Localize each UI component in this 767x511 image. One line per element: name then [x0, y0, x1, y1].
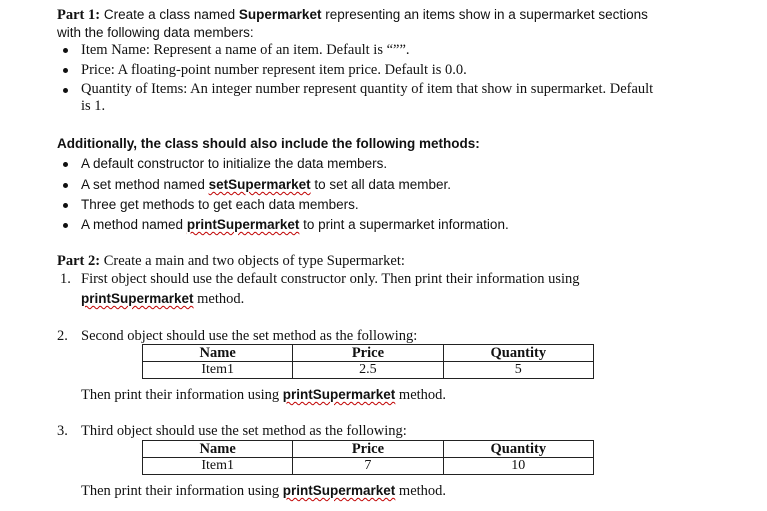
list-num: 2.	[57, 328, 68, 344]
bullet	[63, 88, 68, 93]
bullet	[63, 223, 68, 228]
then-print: Then print their information using printSupermarket method.	[81, 483, 447, 499]
class-name: Supermarket	[238, 7, 322, 22]
bullet	[63, 48, 68, 53]
part1-intro-line2: with the following data members:	[57, 25, 254, 40]
method-item: A default constructor to initialize the data members.	[81, 156, 388, 171]
table-row	[143, 362, 594, 379]
part1-intro-b: representing an items show in a supermarket sections	[321, 7, 648, 22]
object3-table	[142, 440, 594, 475]
bullet	[63, 162, 68, 167]
method-name: printSupermarket	[186, 217, 300, 232]
method-name: setSupermarket	[208, 177, 311, 192]
header-name: Name	[143, 441, 293, 458]
bullet	[63, 68, 68, 73]
cell-name: Item1	[143, 458, 293, 475]
header-name: Name	[143, 345, 293, 362]
part1-intro-a: Create a class named	[100, 7, 239, 22]
item2-text: Second object should use the set method as the following:	[81, 328, 418, 344]
member-item-name: Item Name: Represent a name of an item. Default is “””.	[81, 42, 410, 58]
object2-table	[142, 344, 594, 379]
bullet	[63, 203, 68, 208]
list-num: 1.	[60, 271, 71, 287]
part2-label: Part 2:	[57, 253, 101, 269]
method-item: Three get methods to get each data members.	[81, 197, 359, 212]
then-print: Then print their information using printSupermarket method.	[81, 387, 447, 403]
bullet	[63, 183, 68, 188]
methods-heading: Additionally, the class should also include the following methods:	[57, 136, 480, 151]
member-quantity-cont: is 1.	[81, 98, 106, 114]
table-row	[143, 458, 594, 475]
table-header-row	[143, 441, 594, 458]
cell-quantity: 5	[443, 362, 593, 379]
member-price: Price: A floating-point number represent item price. Default is 0.0.	[81, 62, 467, 78]
item1-line2: printSupermarket method.	[81, 291, 245, 307]
item3-text: Third object should use the set method as the following:	[81, 423, 407, 439]
part1-intro	[57, 6, 648, 24]
method-item: A method named printSupermarket to print a supermarket information.	[81, 217, 509, 232]
method-item: A set method named setSupermarket to set all data member.	[81, 177, 451, 192]
header-price: Price	[293, 441, 443, 458]
part2-intro: Part 2: Create a main and two objects of type Supermarket:	[57, 253, 405, 269]
header-quantity: Quantity	[443, 441, 593, 458]
header-price: Price	[293, 345, 443, 362]
list-num: 3.	[57, 423, 68, 439]
member-quantity: Quantity of Items: An integer number represent quantity of item that show in supermarket. Default	[81, 81, 654, 97]
cell-name: Item1	[143, 362, 293, 379]
item1-text: First object should use the default constructor only. Then print their information using	[81, 271, 580, 287]
table-header-row	[143, 345, 594, 362]
part1-label: Part 1:	[57, 7, 101, 23]
cell-price: 2.5	[293, 362, 443, 379]
cell-quantity: 10	[443, 458, 593, 475]
header-quantity: Quantity	[443, 345, 593, 362]
cell-price: 7	[293, 458, 443, 475]
